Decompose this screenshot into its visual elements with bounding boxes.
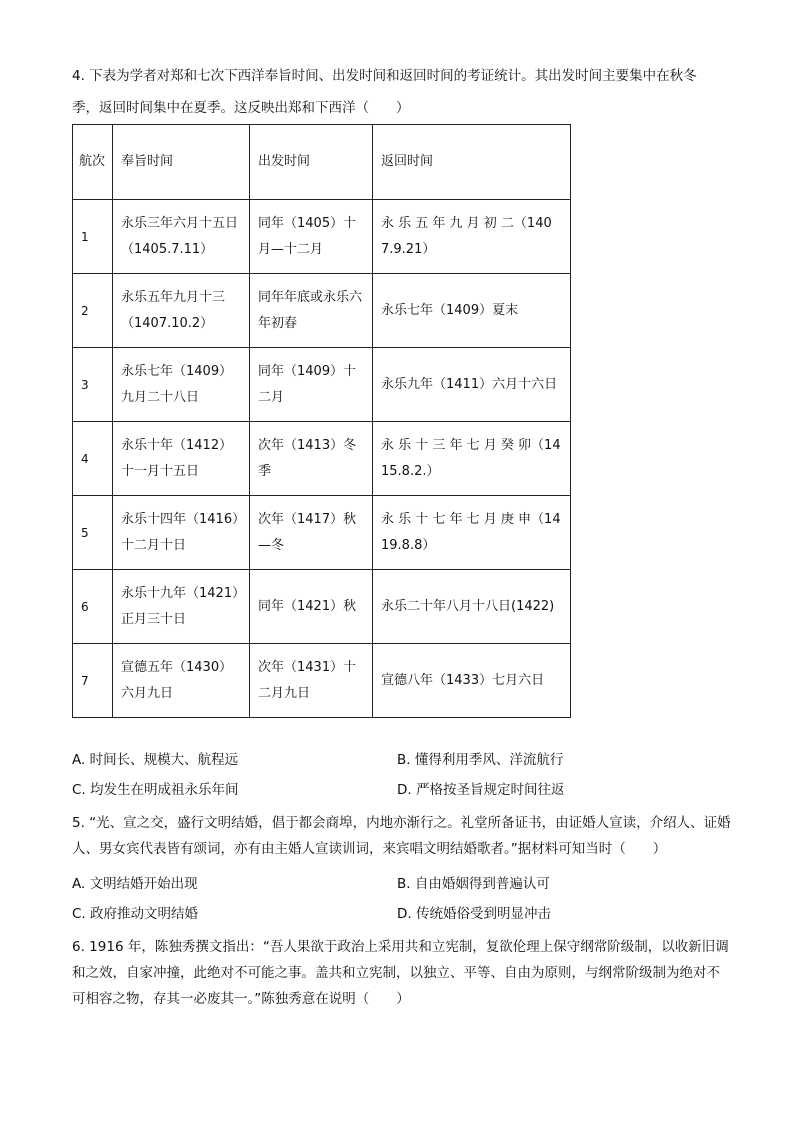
voyage-number: 5 (73, 496, 113, 570)
return-time: 永乐七年（1409）夏末 (373, 274, 571, 348)
edict-time: 永乐十九年（1421）正月三十日 (113, 570, 250, 644)
table-header-row (73, 125, 571, 200)
edict-time: 永乐十四年（1416）十二月十日 (113, 496, 250, 570)
header-cell: 奉旨时间 (113, 125, 250, 200)
edict-time: 永乐五年九月十三（1407.10.2） (113, 274, 250, 348)
departure-time: 同年年底或永乐六年初春 (250, 274, 373, 348)
return-time: 永 乐 五 年 九 月 初 二（1407.9.21） (373, 200, 571, 274)
table-row (73, 422, 571, 496)
q5-stem: 5. “光、宣之交，盛行文明结婚，倡于都会商埠，内地亦渐行之。礼堂所备证书，由证婚人宣读，介绍人、证婚人、男女宾代表皆有颂词，亦有由主婚人宣读训词，来宾唱文明结婚歌者。”据材料可知当时（ ） (72, 815, 731, 857)
return-time: 宣德八年（1433）七月六日 (373, 644, 571, 718)
voyage-number: 2 (73, 274, 113, 348)
edict-time: 宣德五年（1430）六月九日 (113, 644, 250, 718)
return-time: 永乐九年（1411）六月十六日 (373, 348, 571, 422)
departure-time: 次年（1431）十二月九日 (250, 644, 373, 718)
edict-time: 永乐十年（1412）十一月十五日 (113, 422, 250, 496)
departure-time: 同年（1421）秋 (250, 570, 373, 644)
voyage-number: 1 (73, 200, 113, 274)
edict-time: 永乐七年（1409）九月二十八日 (113, 348, 250, 422)
q4-stem-line2: 季，返回时间集中在夏季。这反映出郑和下西洋（ ） (72, 100, 410, 116)
q4-stem-line1: 4. 下表为学者对郑和七次下西洋奉旨时间、出发时间和返回时间的考证统计。其出发时间主要集中在秋冬 (72, 68, 697, 84)
departure-time: 次年（1413）冬季 (250, 422, 373, 496)
return-time: 永乐二十年八月十八日(1422) (373, 570, 571, 644)
q4-option-c[interactable]: C. 均发生在明成祖永乐年间 (72, 782, 239, 798)
table-row (73, 274, 571, 348)
header-cell: 返回时间 (373, 125, 571, 200)
departure-time: 同年（1405）十月—十二月 (250, 200, 373, 274)
departure-time: 次年（1417）秋—冬 (250, 496, 373, 570)
header-cell: 出发时间 (250, 125, 373, 200)
table-row (73, 348, 571, 422)
table-row (73, 644, 571, 718)
header-cell: 航次 (73, 125, 113, 200)
table-row (73, 570, 571, 644)
voyage-number: 3 (73, 348, 113, 422)
voyage-table (72, 124, 571, 718)
voyage-number: 6 (73, 570, 113, 644)
edict-time: 永乐三年六月十五日（1405.7.11） (113, 200, 250, 274)
voyage-number: 7 (73, 644, 113, 718)
q5-option-c[interactable]: C. 政府推动文明结婚 (72, 906, 199, 922)
return-time: 永 乐 十 三 年 七 月 癸 卯（1415.8.2.） (373, 422, 571, 496)
q4-option-a[interactable]: A. 时间长、规模大、航程远 (72, 752, 239, 768)
q4-option-d[interactable]: D. 严格按圣旨规定时间往返 (397, 782, 565, 798)
q5-option-b[interactable]: B. 自由婚姻得到普遍认可 (397, 876, 550, 892)
q6-stem: 6. 1916 年，陈独秀撰文指出：“吾人果欲于政治上采用共和立宪制，复欲伦理上保守纲常阶级制，以收新旧调和之效，自家冲撞，此绝对不可能之事。盖共和立宪制，以独立、平等、自由为原则，与纲常阶级制为绝对不可相容之物，存其一必废其一。”陈独秀意在说明（ ） (72, 939, 729, 1007)
table-row (73, 496, 571, 570)
q4-option-b[interactable]: B. 懂得利用季风、洋流航行 (397, 752, 564, 768)
departure-time: 同年（1409）十二月 (250, 348, 373, 422)
table-row (73, 200, 571, 274)
q5-option-d[interactable]: D. 传统婚俗受到明显冲击 (397, 906, 551, 922)
voyage-number: 4 (73, 422, 113, 496)
return-time: 永 乐 十 七 年 七 月 庚 申（1419.8.8） (373, 496, 571, 570)
q5-option-a[interactable]: A. 文明结婚开始出现 (72, 876, 198, 892)
